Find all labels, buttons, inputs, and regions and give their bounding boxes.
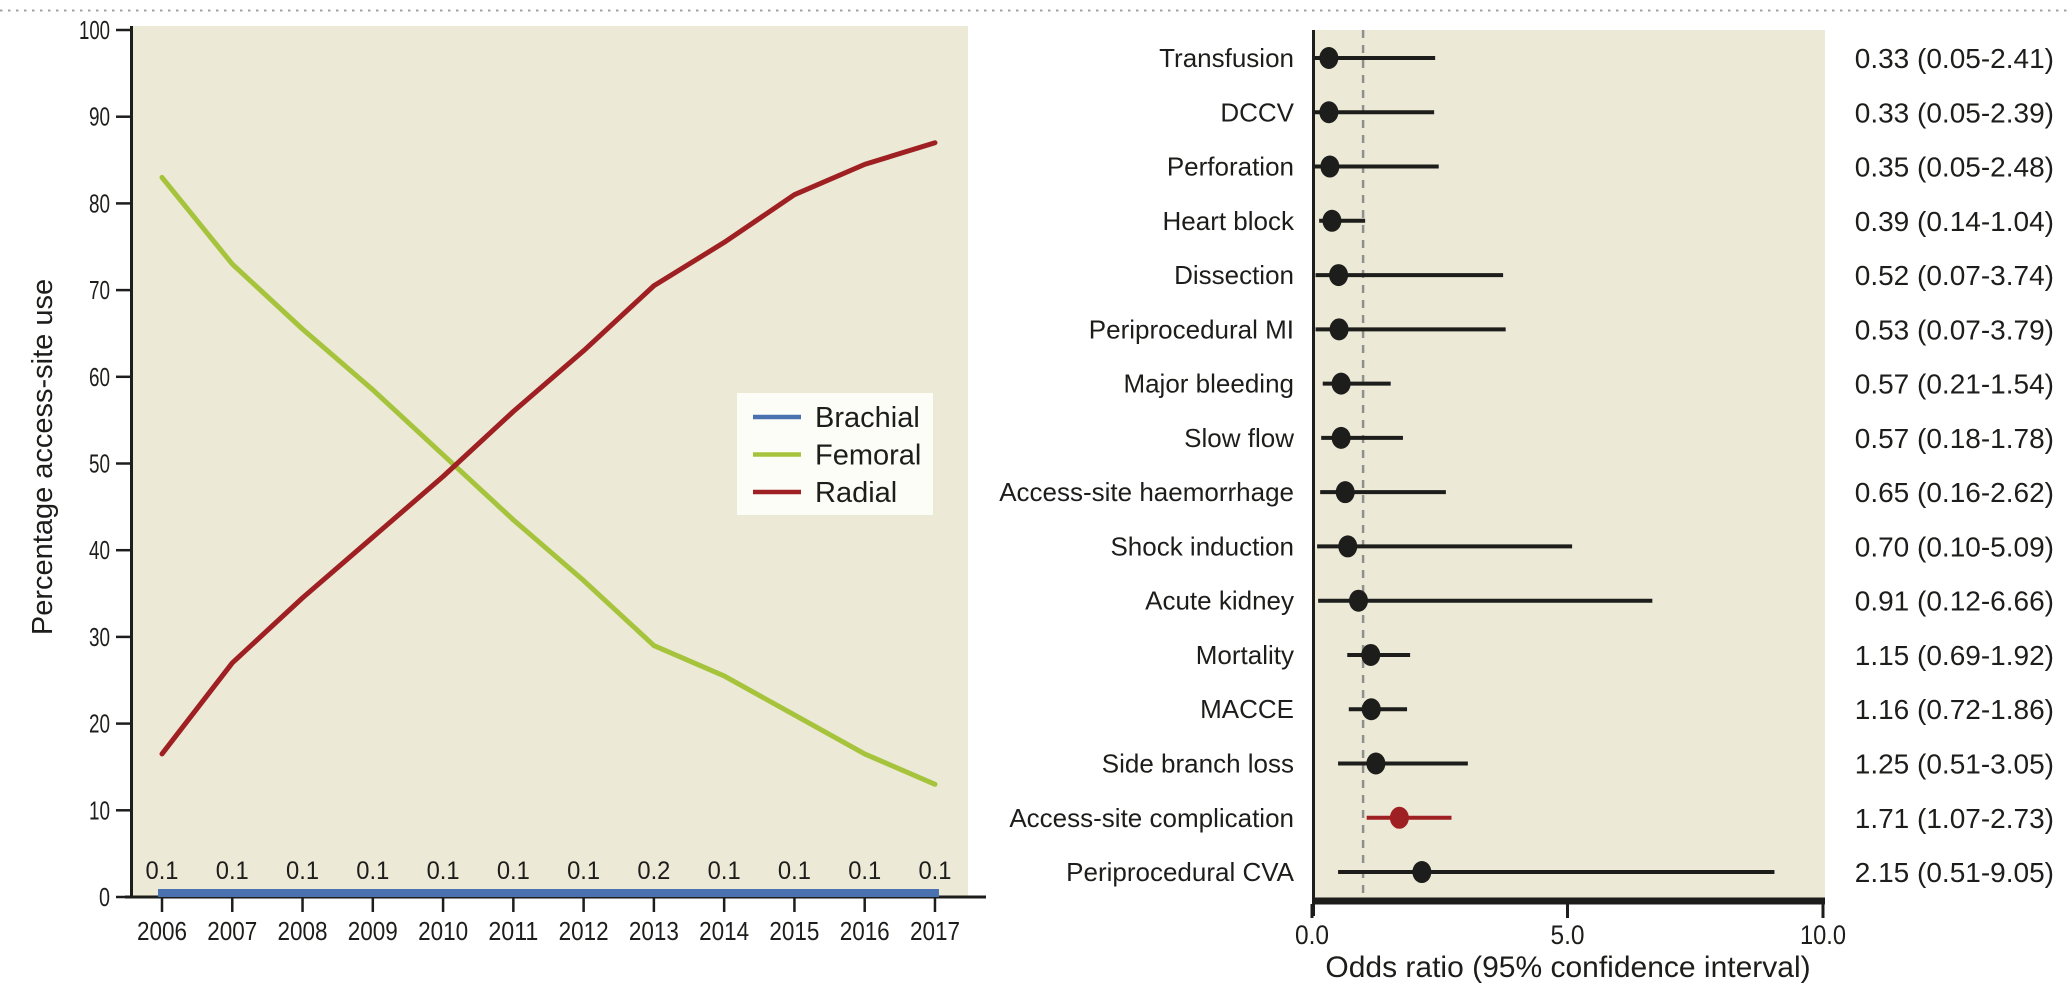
panel-a-y-axis-title: Percentage access-site use [27, 278, 59, 636]
y-tick-label: 60 [89, 361, 110, 392]
forest-row-value: 1.15 (0.69-1.92) [1854, 639, 2054, 671]
forest-point-estimate [1390, 807, 1409, 829]
forest-point-estimate [1349, 590, 1368, 612]
brachial-point-label: 0.1 [567, 857, 601, 885]
brachial-point-label: 0.1 [848, 857, 882, 885]
forest-row-label: Shock induction [1110, 531, 1294, 562]
forest-row-value: 0.33 (0.05-2.41) [1854, 43, 2054, 74]
x-tick-label: 2013 [628, 916, 679, 946]
forest-point-estimate [1366, 753, 1385, 775]
forest-row-label: Access-site haemorrhage [999, 477, 1294, 508]
forest-point-estimate [1319, 101, 1338, 123]
forest-row-value: 0.70 (0.10-5.09) [1854, 531, 2054, 563]
forest-row-label: Periprocedural CVA [1066, 857, 1294, 888]
forest-point-estimate [1361, 644, 1380, 666]
forest-row-value: 0.65 (0.16-2.62) [1854, 477, 2054, 509]
forest-row-value: 0.57 (0.21-1.54) [1854, 368, 2054, 400]
forest-row-label: Side branch loss [1101, 748, 1294, 779]
forest-row-value: 1.71 (1.07-2.73) [1854, 802, 2054, 834]
forest-point-estimate [1322, 210, 1341, 232]
forest-row-value: 0.52 (0.07-3.74) [1854, 260, 2054, 292]
y-tick-label: 80 [89, 188, 110, 219]
forest-row-label: Access-site complication [1009, 802, 1294, 833]
forest-point-estimate [1362, 698, 1381, 720]
forest-row-value: 0.57 (0.18-1.78) [1854, 422, 2054, 454]
b-x-tick-label: 10.0 [1800, 920, 1846, 950]
b-x-tick-label: 0.0 [1295, 920, 1329, 950]
y-tick-label: 20 [89, 708, 110, 739]
forest-row-label: Slow flow [1184, 422, 1294, 453]
forest-point-estimate [1330, 318, 1349, 340]
y-tick-label: 70 [89, 275, 110, 306]
forest-row-label: DCCV [1220, 97, 1294, 128]
x-tick-label: 2007 [207, 916, 258, 946]
brachial-point-label: 0.2 [637, 857, 671, 885]
forest-row-label: Heart block [1162, 205, 1294, 236]
y-tick-label: 40 [89, 535, 110, 566]
forest-point-estimate [1320, 156, 1339, 178]
brachial-point-label: 0.1 [707, 857, 741, 885]
forest-row-label: MACCE [1200, 694, 1294, 725]
forest-point-estimate [1332, 373, 1351, 395]
forest-point-estimate [1329, 264, 1348, 286]
forest-point-estimate [1338, 535, 1357, 557]
y-tick-label: 30 [89, 621, 110, 652]
x-tick-label: 2006 [137, 916, 187, 946]
panel-b-plot-area [1312, 30, 1825, 898]
x-tick-label: 2011 [488, 916, 539, 946]
panel-a-legend [737, 393, 933, 515]
brachial-point-label: 0.1 [286, 857, 320, 885]
legend-label-femoral: Femoral [815, 439, 922, 472]
x-tick-label: 2012 [558, 916, 609, 946]
brachial-point-label: 0.1 [356, 857, 390, 885]
x-tick-label: 2014 [699, 916, 750, 946]
brachial-point-label: 0.1 [918, 857, 952, 885]
forest-row-label: Transfusion [1159, 43, 1294, 73]
forest-row-value: 0.53 (0.07-3.79) [1854, 314, 2054, 346]
forest-row-label: Perforation [1166, 151, 1294, 182]
forest-row-value: 0.33 (0.05-2.39) [1854, 97, 2054, 129]
forest-row-value: 1.25 (0.51-3.05) [1854, 748, 2054, 780]
forest-point-estimate [1319, 47, 1338, 69]
y-tick-label: 100 [79, 15, 110, 45]
forest-point-estimate [1412, 861, 1431, 883]
x-tick-label: 2017 [909, 916, 960, 946]
forest-row-label: Dissection [1174, 260, 1294, 291]
panel-b-forest-plot [999, 30, 2054, 950]
legend-label-radial: Radial [815, 477, 898, 509]
forest-point-estimate [1332, 427, 1351, 449]
forest-row-label: Periprocedural MI [1088, 314, 1294, 345]
forest-row-label: Acute kidney [1145, 585, 1294, 616]
forest-row-label: Major bleeding [1123, 368, 1294, 399]
x-tick-label: 2015 [769, 916, 820, 946]
forest-point-estimate [1336, 481, 1355, 503]
forest-row-value: 0.39 (0.14-1.04) [1854, 205, 2054, 237]
y-tick-label: 90 [89, 101, 110, 132]
y-tick-label: 0 [99, 882, 110, 912]
x-tick-label: 2009 [347, 916, 398, 946]
x-tick-label: 2016 [839, 916, 890, 946]
x-tick-label: 2008 [277, 916, 328, 946]
legend-label-brachial: Brachial [815, 402, 920, 434]
forest-row-label: Mortality [1195, 639, 1294, 670]
b-x-tick-label: 5.0 [1550, 920, 1585, 950]
forest-row-value: 0.35 (0.05-2.48) [1854, 151, 2054, 183]
y-tick-label: 50 [89, 448, 110, 479]
brachial-point-label: 0.1 [777, 857, 811, 885]
y-tick-label: 10 [89, 795, 110, 826]
brachial-point-label: 0.1 [145, 857, 179, 885]
forest-row-value: 0.91 (0.12-6.66) [1854, 585, 2054, 617]
brachial-point-label: 0.1 [215, 857, 249, 885]
brachial-point-label: 0.1 [426, 857, 460, 885]
forest-row-value: 1.16 (0.72-1.86) [1854, 694, 2054, 726]
x-tick-label: 2010 [418, 916, 469, 946]
forest-row-value: 2.15 (0.51-9.05) [1854, 857, 2054, 889]
brachial-point-label: 0.1 [496, 857, 530, 885]
panel-b-x-axis-title: Odds ratio (95% confidence interval) [1325, 951, 1811, 984]
